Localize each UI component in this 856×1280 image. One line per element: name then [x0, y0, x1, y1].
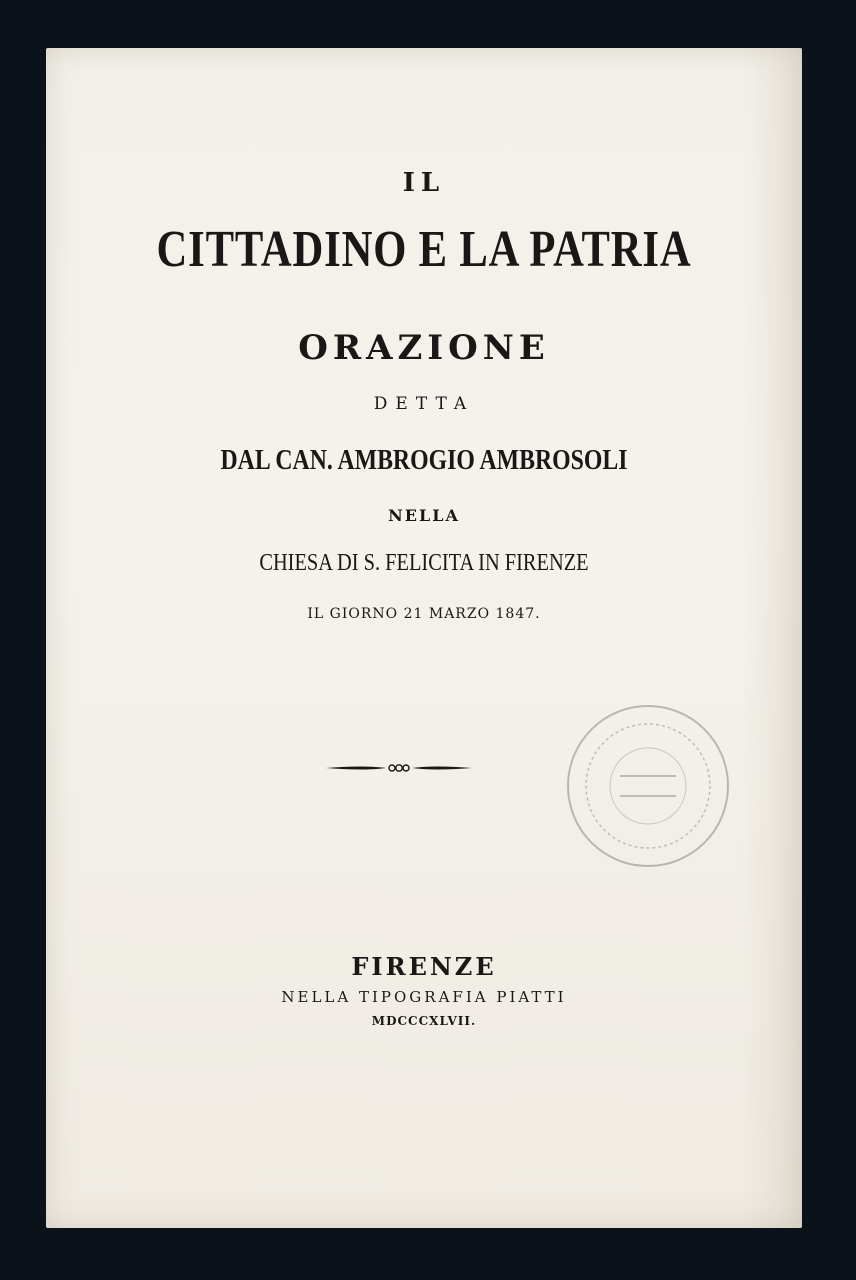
- printer-ornament-icon: [324, 756, 474, 780]
- detta-line: DETTA: [373, 394, 475, 414]
- book-title: CITTADINO E LA PATRIA: [156, 221, 692, 278]
- date-line: IL GIORNO 21 MARZO 1847.: [307, 606, 541, 622]
- imprint-year: MDCCCXLVII.: [371, 1014, 477, 1028]
- imprint-printer: NELLA TIPOGRAFIA PIATTI: [281, 988, 567, 1006]
- title-prefix: IL: [402, 168, 446, 198]
- book-subtitle: ORAZIONE: [298, 328, 550, 368]
- title-page: [46, 48, 802, 1228]
- church-line: CHIESA DI S. FELICITA IN FIRENZE: [259, 550, 589, 576]
- author-line: DAL CAN. AMBROGIO AMBROSOLI: [220, 444, 628, 476]
- nella-line: NELLA: [388, 506, 460, 525]
- imprint-city: FIRENZE: [351, 952, 497, 981]
- library-stamp-icon: [558, 696, 738, 876]
